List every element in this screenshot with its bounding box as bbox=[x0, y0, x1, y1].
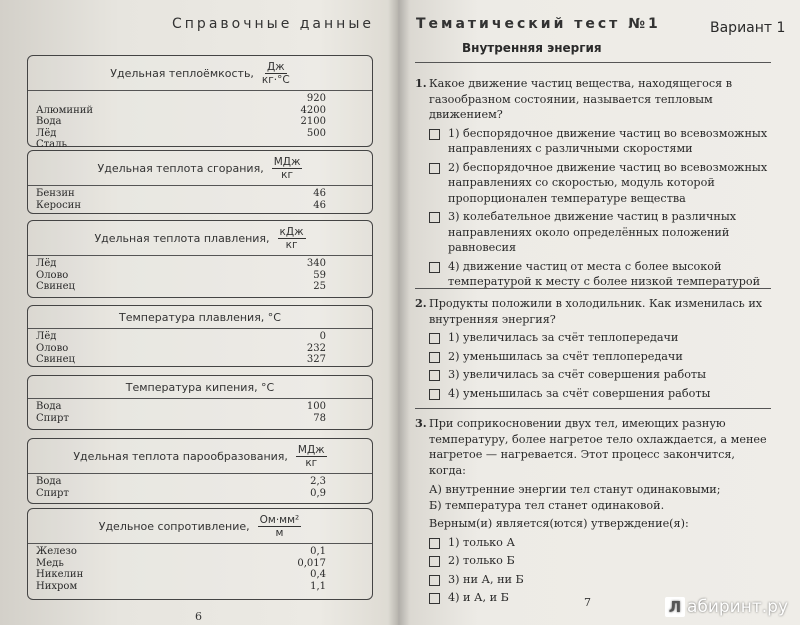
checkbox-icon[interactable] bbox=[429, 163, 440, 174]
material-value: 327 bbox=[306, 354, 326, 365]
divider bbox=[415, 62, 771, 63]
material-name: Вода bbox=[36, 116, 62, 127]
table-row bbox=[36, 581, 364, 593]
answer-option[interactable] bbox=[415, 367, 771, 383]
material-name: Лёд bbox=[36, 127, 57, 139]
material-value: 25 bbox=[313, 281, 326, 292]
answer-option[interactable] bbox=[415, 259, 771, 290]
section-subtitle: Внутренняя энергия bbox=[462, 41, 602, 55]
right-running-head: Тематический тест №1 bbox=[416, 16, 661, 32]
material-name: Спирт bbox=[36, 412, 69, 424]
answer-options bbox=[415, 126, 771, 290]
table-rows bbox=[28, 256, 372, 293]
table-melting-point bbox=[27, 305, 373, 367]
table-row bbox=[36, 476, 364, 488]
table-row bbox=[36, 200, 364, 212]
option-text: 4) движение частиц от места с более высокой температурой к месту с более низкой температурой bbox=[448, 259, 761, 288]
material-value: 2100 bbox=[300, 116, 326, 127]
material-name: Бензин bbox=[36, 188, 75, 199]
material-value: 0,1 bbox=[310, 546, 326, 557]
divider bbox=[415, 288, 771, 289]
statement-b: Б) температура тел станет одинаковой. bbox=[429, 498, 665, 512]
table-row bbox=[36, 139, 364, 151]
table-title: Температура плавления, °С bbox=[119, 310, 281, 324]
table-row bbox=[36, 128, 364, 140]
checkbox-icon[interactable] bbox=[429, 538, 440, 549]
material-name: Медь bbox=[36, 557, 64, 569]
option-text: 1) увеличилась за счёт теплопередачи bbox=[448, 331, 679, 344]
option-text: 2) только Б bbox=[448, 554, 515, 567]
unit-fraction: $\frac{\text{кДж}}{кг}$ bbox=[279, 225, 304, 251]
answer-option[interactable] bbox=[415, 572, 771, 588]
table-row bbox=[36, 331, 364, 343]
material-name: Керосин bbox=[36, 199, 82, 211]
material-name: Олово bbox=[36, 269, 69, 281]
material-value: 920 bbox=[306, 93, 326, 104]
table-row bbox=[36, 569, 364, 581]
table-combustion-heat bbox=[27, 150, 373, 214]
table-head bbox=[28, 306, 372, 329]
table-row bbox=[36, 105, 364, 117]
table-title: Удельное сопротивление, bbox=[98, 519, 250, 533]
material-value: 78 bbox=[313, 412, 326, 424]
table-row bbox=[36, 488, 364, 500]
material-value: 46 bbox=[313, 188, 326, 199]
question-3 bbox=[415, 416, 771, 606]
material-name: Спирт bbox=[36, 487, 69, 499]
material-value: 500 bbox=[306, 127, 326, 139]
option-text: 1) только А bbox=[448, 535, 515, 549]
material-value: 232 bbox=[306, 342, 326, 354]
material-name: Лёд bbox=[36, 331, 57, 342]
checkbox-icon[interactable] bbox=[429, 575, 440, 586]
material-name: Железо bbox=[36, 546, 77, 557]
checkbox-icon[interactable] bbox=[429, 333, 440, 344]
question-text: Какое движение частиц вещества, находящегося в газообразном состоянии, называется тепловым движением? bbox=[429, 77, 732, 121]
watermark-mark: Л bbox=[665, 597, 685, 617]
answer-options bbox=[415, 535, 771, 606]
material-value: 0,017 bbox=[297, 557, 326, 569]
table-title: Удельная теплота парообразования, bbox=[73, 449, 288, 463]
table-row bbox=[36, 401, 364, 413]
statement-a: А) внутренние энергии тел станут одинаковыми; bbox=[429, 483, 721, 496]
table-rows bbox=[28, 544, 372, 592]
answer-option[interactable] bbox=[415, 386, 771, 402]
table-row bbox=[36, 270, 364, 282]
left-running-head: Справочные данные bbox=[172, 16, 374, 32]
answer-option[interactable] bbox=[415, 330, 771, 346]
table-melting-heat bbox=[27, 220, 373, 298]
checkbox-icon[interactable] bbox=[429, 593, 440, 604]
divider bbox=[415, 408, 771, 409]
option-text: 2) уменьшилась за счёт теплопередачи bbox=[448, 349, 683, 363]
table-row bbox=[36, 281, 364, 293]
book-gutter bbox=[388, 0, 410, 625]
table-rows bbox=[28, 186, 372, 211]
checkbox-icon[interactable] bbox=[429, 556, 440, 567]
table-title: Удельная теплота плавления, bbox=[94, 231, 270, 245]
checkbox-icon[interactable] bbox=[429, 370, 440, 381]
variant-label: Вариант 1 bbox=[710, 20, 786, 36]
option-text: 3) увеличилась за счёт совершения работы bbox=[448, 368, 707, 381]
material-name: Лёд bbox=[36, 258, 57, 269]
table-rows bbox=[28, 399, 372, 424]
table-row bbox=[36, 413, 364, 425]
material-value: 0,9 bbox=[310, 487, 326, 499]
table-row bbox=[36, 116, 364, 128]
table-head bbox=[28, 509, 372, 544]
left-page-number: 6 bbox=[195, 610, 202, 623]
right-page-number: 7 bbox=[584, 596, 591, 609]
question-text: При соприкосновении двух тел, имеющих разную температуру, более нагретое тело охлаждается, а менее нагретое — нагревается. Этот процесс закончится, когда: bbox=[429, 417, 767, 477]
table-row bbox=[36, 546, 364, 558]
checkbox-icon[interactable] bbox=[429, 389, 440, 400]
question-number: 1. bbox=[415, 76, 427, 90]
material-name: Олово bbox=[36, 342, 69, 354]
answer-option[interactable] bbox=[415, 209, 771, 256]
table-row bbox=[36, 93, 364, 105]
material-name: Вода bbox=[36, 476, 62, 487]
table-title: Удельная теплоёмкость, bbox=[110, 66, 254, 80]
question-2 bbox=[415, 296, 771, 401]
material-value: 340 bbox=[306, 258, 326, 269]
question-number: 2. bbox=[415, 296, 427, 310]
table-rows bbox=[28, 329, 372, 366]
material-name: Сталь bbox=[36, 139, 67, 150]
table-head bbox=[28, 221, 372, 256]
unit-fraction: $\frac{\text{МДж}}{кг}$ bbox=[273, 155, 301, 181]
checkbox-icon[interactable] bbox=[429, 262, 440, 273]
left-page bbox=[0, 0, 398, 625]
unit-fraction: $\frac{Дж}{кг\cdot^\circ С}$ bbox=[261, 60, 290, 86]
table-rows bbox=[28, 91, 372, 151]
answer-option[interactable] bbox=[415, 553, 771, 569]
material-name: Вода bbox=[36, 401, 62, 412]
material-name: Свинец bbox=[36, 281, 75, 292]
option-text: 1) беспорядочное движение частиц во всевозможных направлениях с различными скоростями bbox=[448, 126, 768, 155]
table-head bbox=[28, 56, 372, 91]
table-vaporization-heat bbox=[27, 438, 373, 504]
option-text: 4) и А, и Б bbox=[448, 591, 509, 604]
material-value: 1,1 bbox=[310, 580, 326, 592]
watermark-logo bbox=[665, 597, 788, 617]
right-page bbox=[398, 0, 800, 625]
answer-option[interactable] bbox=[415, 160, 771, 207]
table-resistivity bbox=[27, 508, 373, 600]
table-row bbox=[36, 258, 364, 270]
table-head bbox=[28, 151, 372, 186]
question-prompt: Верным(и) является(ются) утверждение(я): bbox=[429, 517, 689, 530]
material-value: 59 bbox=[313, 269, 326, 281]
option-text: 3) ни А, ни Б bbox=[448, 572, 524, 586]
question-text: Продукты положили в холодильник. Как изменилась их внутренняя энергия? bbox=[429, 297, 763, 326]
question-number: 3. bbox=[415, 416, 427, 430]
table-rows bbox=[28, 474, 372, 499]
answer-option[interactable] bbox=[415, 126, 771, 157]
material-name: Алюминий bbox=[36, 104, 94, 116]
checkbox-icon[interactable] bbox=[429, 212, 440, 223]
table-head bbox=[28, 376, 372, 399]
material-value: 0 bbox=[319, 331, 326, 342]
material-value: 46 bbox=[313, 199, 326, 211]
table-row bbox=[36, 188, 364, 200]
table-row bbox=[36, 343, 364, 355]
material-value: 0,4 bbox=[310, 569, 326, 580]
table-row bbox=[36, 558, 364, 570]
material-value: 2,3 bbox=[310, 476, 326, 487]
answer-option[interactable] bbox=[415, 349, 771, 365]
checkbox-icon[interactable] bbox=[429, 352, 440, 363]
unit-fraction: $\frac{\text{МДж}}{кг}$ bbox=[297, 443, 325, 469]
table-head bbox=[28, 439, 372, 474]
material-value bbox=[226, 139, 326, 151]
table-title: Температура кипения, °С bbox=[125, 380, 275, 394]
answer-option[interactable] bbox=[415, 535, 771, 551]
table-row bbox=[36, 354, 364, 366]
table-specific-heat bbox=[27, 55, 373, 150]
material-name: Нихром bbox=[36, 580, 78, 592]
question-1 bbox=[415, 76, 771, 290]
material-name bbox=[36, 93, 226, 105]
option-text: 4) уменьшилась за счёт совершения работы bbox=[448, 386, 711, 400]
material-value: 4200 bbox=[300, 104, 326, 116]
material-name: Свинец bbox=[36, 354, 75, 365]
answer-options bbox=[415, 330, 771, 401]
material-name: Никелин bbox=[36, 569, 84, 580]
option-text: 2) беспорядочное движение частиц во всевозможных направлениях со скоростью, модуль которой пропорционален температуре вещества bbox=[448, 160, 768, 205]
unit-fraction: $\frac{\text{Ом·мм²}}{м}$ bbox=[259, 513, 300, 539]
option-text: 3) колебательное движение частиц в различных направлениях около определённых положений равновесия bbox=[448, 210, 737, 254]
material-value: 100 bbox=[306, 401, 326, 412]
table-boiling-point bbox=[27, 375, 373, 430]
checkbox-icon[interactable] bbox=[429, 129, 440, 140]
watermark-text: абиринт.ру bbox=[686, 597, 788, 617]
table-title: Удельная теплота сгорания, bbox=[97, 161, 264, 175]
